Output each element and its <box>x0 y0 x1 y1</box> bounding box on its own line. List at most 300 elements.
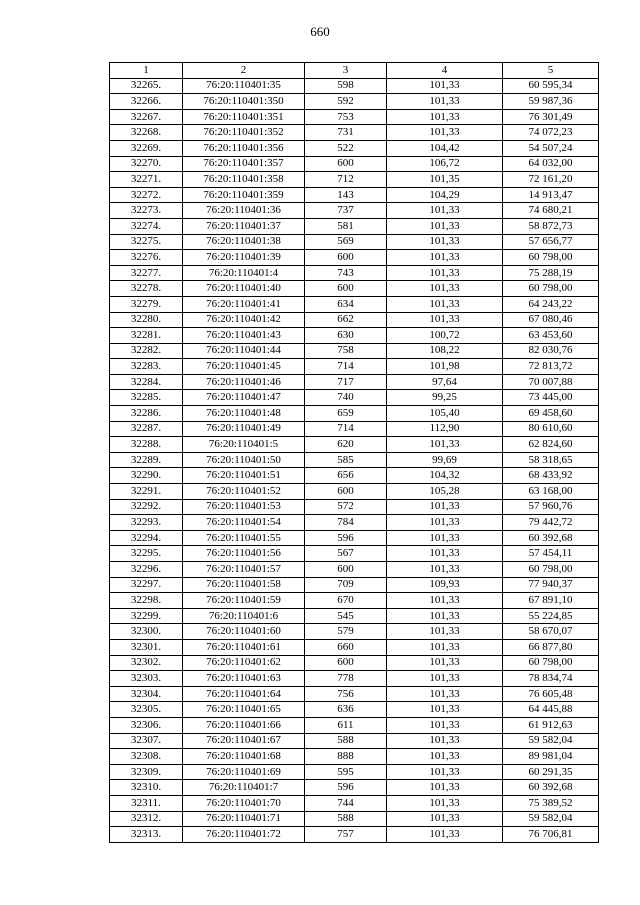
value-cell: 76 301,49 <box>503 109 599 125</box>
value-cell: 82 030,76 <box>503 343 599 359</box>
rate-cell: 101,33 <box>387 811 503 827</box>
value-cell: 66 877,80 <box>503 639 599 655</box>
rate-cell: 101,33 <box>387 593 503 609</box>
table-row <box>110 312 599 328</box>
table-row <box>110 125 599 141</box>
table-row <box>110 624 599 640</box>
rate-cell: 101,33 <box>387 203 503 219</box>
cadastral-number-cell: 76:20:110401:43 <box>183 328 305 344</box>
area-cell: 744 <box>305 795 387 811</box>
row-number-cell: 32287. <box>110 421 183 437</box>
cadastral-number-cell: 76:20:110401:69 <box>183 764 305 780</box>
column-header: 5 <box>503 63 599 79</box>
cadastral-number-cell: 76:20:110401:56 <box>183 546 305 562</box>
area-cell: 569 <box>305 234 387 250</box>
area-cell: 600 <box>305 562 387 578</box>
row-number-cell: 32290. <box>110 468 183 484</box>
table-row <box>110 265 599 281</box>
cadastral-number-cell: 76:20:110401:54 <box>183 515 305 531</box>
value-cell: 60 392,68 <box>503 530 599 546</box>
value-cell: 55 224,85 <box>503 608 599 624</box>
cadastral-number-cell: 76:20:110401:59 <box>183 593 305 609</box>
area-cell: 662 <box>305 312 387 328</box>
table-row <box>110 94 599 110</box>
table-row <box>110 562 599 578</box>
row-number-cell: 32300. <box>110 624 183 640</box>
table-row <box>110 250 599 266</box>
table-row <box>110 406 599 422</box>
table-row <box>110 811 599 827</box>
rate-cell: 101,33 <box>387 78 503 94</box>
value-cell: 59 582,04 <box>503 733 599 749</box>
rate-cell: 101,33 <box>387 608 503 624</box>
cadastral-number-cell: 76:20:110401:6 <box>183 608 305 624</box>
area-cell: 660 <box>305 639 387 655</box>
row-number-cell: 32270. <box>110 156 183 172</box>
rate-cell: 97,64 <box>387 374 503 390</box>
value-cell: 60 291,35 <box>503 764 599 780</box>
rate-cell: 101,33 <box>387 499 503 515</box>
value-cell: 80 610,60 <box>503 421 599 437</box>
area-cell: 545 <box>305 608 387 624</box>
table-row <box>110 468 599 484</box>
row-number-cell: 32313. <box>110 827 183 843</box>
area-cell: 598 <box>305 78 387 94</box>
value-cell: 79 442,72 <box>503 515 599 531</box>
rate-cell: 101,33 <box>387 562 503 578</box>
cadastral-number-cell: 76:20:110401:39 <box>183 250 305 266</box>
cadastral-number-cell: 76:20:110401:65 <box>183 702 305 718</box>
area-cell: 611 <box>305 717 387 733</box>
cadastral-number-cell: 76:20:110401:58 <box>183 577 305 593</box>
rate-cell: 101,33 <box>387 437 503 453</box>
area-cell: 600 <box>305 655 387 671</box>
value-cell: 68 433,92 <box>503 468 599 484</box>
value-cell: 14 913,47 <box>503 187 599 203</box>
table-row <box>110 780 599 796</box>
area-cell: 567 <box>305 546 387 562</box>
value-cell: 76 605,48 <box>503 686 599 702</box>
table-row <box>110 78 599 94</box>
cadastral-number-cell: 76:20:110401:47 <box>183 390 305 406</box>
rate-cell: 99,25 <box>387 390 503 406</box>
area-cell: 596 <box>305 530 387 546</box>
area-cell: 778 <box>305 671 387 687</box>
cadastral-number-cell: 76:20:110401:52 <box>183 484 305 500</box>
row-number-cell: 32305. <box>110 702 183 718</box>
table-row <box>110 452 599 468</box>
area-cell: 600 <box>305 281 387 297</box>
value-cell: 77 940,37 <box>503 577 599 593</box>
value-cell: 57 960,76 <box>503 499 599 515</box>
cadastral-number-cell: 76:20:110401:46 <box>183 374 305 390</box>
rate-cell: 101,33 <box>387 109 503 125</box>
rate-cell: 101,33 <box>387 281 503 297</box>
area-cell: 712 <box>305 172 387 188</box>
area-cell: 572 <box>305 499 387 515</box>
cadastral-number-cell: 76:20:110401:358 <box>183 172 305 188</box>
cadastral-number-cell: 76:20:110401:63 <box>183 671 305 687</box>
table-row <box>110 484 599 500</box>
row-number-cell: 32286. <box>110 406 183 422</box>
rate-cell: 101,33 <box>387 530 503 546</box>
value-cell: 89 981,04 <box>503 749 599 765</box>
cadastral-number-cell: 76:20:110401:359 <box>183 187 305 203</box>
cadastral-number-cell: 76:20:110401:66 <box>183 717 305 733</box>
cadastral-number-cell: 76:20:110401:42 <box>183 312 305 328</box>
table-row <box>110 499 599 515</box>
table-row <box>110 140 599 156</box>
rate-cell: 101,33 <box>387 717 503 733</box>
rate-cell: 101,33 <box>387 764 503 780</box>
column-header: 2 <box>183 63 305 79</box>
cadastral-number-cell: 76:20:110401:48 <box>183 406 305 422</box>
row-number-cell: 32276. <box>110 250 183 266</box>
table-row <box>110 437 599 453</box>
row-number-cell: 32299. <box>110 608 183 624</box>
area-cell: 522 <box>305 140 387 156</box>
rate-cell: 101,33 <box>387 827 503 843</box>
area-cell: 636 <box>305 702 387 718</box>
row-number-cell: 32310. <box>110 780 183 796</box>
row-number-cell: 32277. <box>110 265 183 281</box>
table-row <box>110 671 599 687</box>
table-row <box>110 234 599 250</box>
value-cell: 60 595,34 <box>503 78 599 94</box>
row-number-cell: 32306. <box>110 717 183 733</box>
area-cell: 588 <box>305 811 387 827</box>
table-row <box>110 639 599 655</box>
cadastral-number-cell: 76:20:110401:67 <box>183 733 305 749</box>
row-number-cell: 32268. <box>110 125 183 141</box>
header-row <box>110 63 599 79</box>
value-cell: 54 507,24 <box>503 140 599 156</box>
value-cell: 61 912,63 <box>503 717 599 733</box>
table-row <box>110 203 599 219</box>
row-number-cell: 32278. <box>110 281 183 297</box>
area-cell: 757 <box>305 827 387 843</box>
cadastral-number-cell: 76:20:110401:45 <box>183 359 305 375</box>
row-number-cell: 32308. <box>110 749 183 765</box>
table-row <box>110 702 599 718</box>
area-cell: 630 <box>305 328 387 344</box>
value-cell: 69 458,60 <box>503 406 599 422</box>
rate-cell: 101,33 <box>387 655 503 671</box>
value-cell: 78 834,74 <box>503 671 599 687</box>
rate-cell: 101,35 <box>387 172 503 188</box>
cadastral-number-cell: 76:20:110401:61 <box>183 639 305 655</box>
area-cell: 753 <box>305 109 387 125</box>
value-cell: 58 670,07 <box>503 624 599 640</box>
area-cell: 588 <box>305 733 387 749</box>
area-cell: 592 <box>305 94 387 110</box>
value-cell: 75 288,19 <box>503 265 599 281</box>
cadastral-number-cell: 76:20:110401:51 <box>183 468 305 484</box>
area-cell: 670 <box>305 593 387 609</box>
row-number-cell: 32267. <box>110 109 183 125</box>
cadastral-number-cell: 76:20:110401:36 <box>183 203 305 219</box>
rate-cell: 101,33 <box>387 639 503 655</box>
row-number-cell: 32266. <box>110 94 183 110</box>
area-cell: 600 <box>305 484 387 500</box>
table-row <box>110 593 599 609</box>
table-row <box>110 717 599 733</box>
table-row <box>110 156 599 172</box>
row-number-cell: 32302. <box>110 655 183 671</box>
rate-cell: 101,33 <box>387 624 503 640</box>
area-cell: 634 <box>305 296 387 312</box>
value-cell: 57 454,11 <box>503 546 599 562</box>
rate-cell: 106,72 <box>387 156 503 172</box>
table-row <box>110 795 599 811</box>
rate-cell: 105,40 <box>387 406 503 422</box>
rate-cell: 109,93 <box>387 577 503 593</box>
row-number-cell: 32296. <box>110 562 183 578</box>
area-cell: 784 <box>305 515 387 531</box>
area-cell: 143 <box>305 187 387 203</box>
rate-cell: 101,33 <box>387 234 503 250</box>
table-row <box>110 281 599 297</box>
row-number-cell: 32272. <box>110 187 183 203</box>
row-number-cell: 32292. <box>110 499 183 515</box>
area-cell: 709 <box>305 577 387 593</box>
area-cell: 579 <box>305 624 387 640</box>
cadastral-number-cell: 76:20:110401:5 <box>183 437 305 453</box>
value-cell: 64 243,22 <box>503 296 599 312</box>
table-row <box>110 374 599 390</box>
column-header: 1 <box>110 63 183 79</box>
cadastral-number-cell: 76:20:110401:49 <box>183 421 305 437</box>
table-row <box>110 546 599 562</box>
cadastral-number-cell: 76:20:110401:352 <box>183 125 305 141</box>
row-number-cell: 32271. <box>110 172 183 188</box>
cadastral-number-cell: 76:20:110401:44 <box>183 343 305 359</box>
column-header: 3 <box>305 63 387 79</box>
cadastral-number-cell: 76:20:110401:37 <box>183 218 305 234</box>
rate-cell: 101,33 <box>387 94 503 110</box>
row-number-cell: 32275. <box>110 234 183 250</box>
area-cell: 758 <box>305 343 387 359</box>
table-row <box>110 109 599 125</box>
rate-cell: 101,33 <box>387 218 503 234</box>
table-row <box>110 343 599 359</box>
value-cell: 72 161,20 <box>503 172 599 188</box>
cadastral-number-cell: 76:20:110401:356 <box>183 140 305 156</box>
rate-cell: 104,42 <box>387 140 503 156</box>
cadastral-number-cell: 76:20:110401:62 <box>183 655 305 671</box>
rate-cell: 101,33 <box>387 546 503 562</box>
row-number-cell: 32281. <box>110 328 183 344</box>
value-cell: 64 032,00 <box>503 156 599 172</box>
rate-cell: 101,33 <box>387 250 503 266</box>
cadastral-number-cell: 76:20:110401:60 <box>183 624 305 640</box>
table-row <box>110 359 599 375</box>
row-number-cell: 32289. <box>110 452 183 468</box>
rate-cell: 108,22 <box>387 343 503 359</box>
area-cell: 714 <box>305 359 387 375</box>
value-cell: 59 987,36 <box>503 94 599 110</box>
table-row <box>110 686 599 702</box>
area-cell: 717 <box>305 374 387 390</box>
cadastral-number-cell: 76:20:110401:72 <box>183 827 305 843</box>
row-number-cell: 32280. <box>110 312 183 328</box>
cadastral-number-cell: 76:20:110401:53 <box>183 499 305 515</box>
value-cell: 75 389,52 <box>503 795 599 811</box>
area-cell: 595 <box>305 764 387 780</box>
row-number-cell: 32282. <box>110 343 183 359</box>
table-row <box>110 218 599 234</box>
area-cell: 731 <box>305 125 387 141</box>
area-cell: 585 <box>305 452 387 468</box>
rate-cell: 104,29 <box>387 187 503 203</box>
cadastral-number-cell: 76:20:110401:70 <box>183 795 305 811</box>
row-number-cell: 32309. <box>110 764 183 780</box>
value-cell: 76 706,81 <box>503 827 599 843</box>
row-number-cell: 32279. <box>110 296 183 312</box>
table-row <box>110 749 599 765</box>
area-cell: 600 <box>305 250 387 266</box>
rate-cell: 101,33 <box>387 702 503 718</box>
rate-cell: 101,33 <box>387 265 503 281</box>
area-cell: 743 <box>305 265 387 281</box>
rate-cell: 101,33 <box>387 671 503 687</box>
area-cell: 581 <box>305 218 387 234</box>
value-cell: 67 891,10 <box>503 593 599 609</box>
cadastral-number-cell: 76:20:110401:35 <box>183 78 305 94</box>
cadastral-number-cell: 76:20:110401:68 <box>183 749 305 765</box>
data-table <box>109 62 599 843</box>
area-cell: 888 <box>305 749 387 765</box>
value-cell: 63 453,60 <box>503 328 599 344</box>
rate-cell: 101,33 <box>387 795 503 811</box>
row-number-cell: 32297. <box>110 577 183 593</box>
table-row <box>110 187 599 203</box>
table-row <box>110 328 599 344</box>
rate-cell: 112,90 <box>387 421 503 437</box>
value-cell: 58 318,65 <box>503 452 599 468</box>
row-number-cell: 32295. <box>110 546 183 562</box>
row-number-cell: 32285. <box>110 390 183 406</box>
rate-cell: 101,33 <box>387 312 503 328</box>
rate-cell: 101,98 <box>387 359 503 375</box>
cadastral-number-cell: 76:20:110401:41 <box>183 296 305 312</box>
cadastral-number-cell: 76:20:110401:351 <box>183 109 305 125</box>
table-row <box>110 577 599 593</box>
value-cell: 64 445,88 <box>503 702 599 718</box>
rate-cell: 101,33 <box>387 780 503 796</box>
table-row <box>110 764 599 780</box>
table-row <box>110 390 599 406</box>
cadastral-number-cell: 76:20:110401:40 <box>183 281 305 297</box>
cadastral-number-cell: 76:20:110401:71 <box>183 811 305 827</box>
row-number-cell: 32294. <box>110 530 183 546</box>
value-cell: 72 813,72 <box>503 359 599 375</box>
row-number-cell: 32269. <box>110 140 183 156</box>
value-cell: 57 656,77 <box>503 234 599 250</box>
cadastral-number-cell: 76:20:110401:64 <box>183 686 305 702</box>
row-number-cell: 32301. <box>110 639 183 655</box>
table-row <box>110 530 599 546</box>
row-number-cell: 32312. <box>110 811 183 827</box>
table-row <box>110 296 599 312</box>
area-cell: 600 <box>305 156 387 172</box>
cadastral-number-cell: 76:20:110401:7 <box>183 780 305 796</box>
row-number-cell: 32303. <box>110 671 183 687</box>
column-header: 4 <box>387 63 503 79</box>
rate-cell: 101,33 <box>387 733 503 749</box>
area-cell: 737 <box>305 203 387 219</box>
value-cell: 74 680,21 <box>503 203 599 219</box>
row-number-cell: 32283. <box>110 359 183 375</box>
value-cell: 58 872,73 <box>503 218 599 234</box>
row-number-cell: 32293. <box>110 515 183 531</box>
rate-cell: 101,33 <box>387 749 503 765</box>
rate-cell: 104,32 <box>387 468 503 484</box>
table-row <box>110 172 599 188</box>
table-body <box>110 78 599 842</box>
row-number-cell: 32284. <box>110 374 183 390</box>
value-cell: 60 798,00 <box>503 281 599 297</box>
cadastral-number-cell: 76:20:110401:38 <box>183 234 305 250</box>
area-cell: 596 <box>305 780 387 796</box>
row-number-cell: 32273. <box>110 203 183 219</box>
cadastral-number-cell: 76:20:110401:350 <box>183 94 305 110</box>
table-row <box>110 827 599 843</box>
table-row <box>110 421 599 437</box>
rate-cell: 101,33 <box>387 515 503 531</box>
row-number-cell: 32311. <box>110 795 183 811</box>
table-row <box>110 655 599 671</box>
area-cell: 756 <box>305 686 387 702</box>
cadastral-number-cell: 76:20:110401:55 <box>183 530 305 546</box>
row-number-cell: 32291. <box>110 484 183 500</box>
cadastral-number-cell: 76:20:110401:4 <box>183 265 305 281</box>
row-number-cell: 32304. <box>110 686 183 702</box>
row-number-cell: 32274. <box>110 218 183 234</box>
value-cell: 74 072,23 <box>503 125 599 141</box>
value-cell: 70 007,88 <box>503 374 599 390</box>
value-cell: 67 080,46 <box>503 312 599 328</box>
value-cell: 63 168,00 <box>503 484 599 500</box>
rate-cell: 99,69 <box>387 452 503 468</box>
value-cell: 60 798,00 <box>503 250 599 266</box>
rate-cell: 101,33 <box>387 296 503 312</box>
table-row <box>110 608 599 624</box>
table-row <box>110 515 599 531</box>
table-row <box>110 733 599 749</box>
value-cell: 62 824,60 <box>503 437 599 453</box>
area-cell: 620 <box>305 437 387 453</box>
rate-cell: 101,33 <box>387 125 503 141</box>
row-number-cell: 32288. <box>110 437 183 453</box>
value-cell: 59 582,04 <box>503 811 599 827</box>
cadastral-number-cell: 76:20:110401:50 <box>183 452 305 468</box>
row-number-cell: 32265. <box>110 78 183 94</box>
value-cell: 60 798,00 <box>503 655 599 671</box>
row-number-cell: 32298. <box>110 593 183 609</box>
rate-cell: 100,72 <box>387 328 503 344</box>
row-number-cell: 32307. <box>110 733 183 749</box>
page-number: 660 <box>310 24 330 39</box>
area-cell: 659 <box>305 406 387 422</box>
value-cell: 60 392,68 <box>503 780 599 796</box>
area-cell: 740 <box>305 390 387 406</box>
area-cell: 714 <box>305 421 387 437</box>
value-cell: 60 798,00 <box>503 562 599 578</box>
area-cell: 656 <box>305 468 387 484</box>
rate-cell: 101,33 <box>387 686 503 702</box>
cadastral-number-cell: 76:20:110401:57 <box>183 562 305 578</box>
